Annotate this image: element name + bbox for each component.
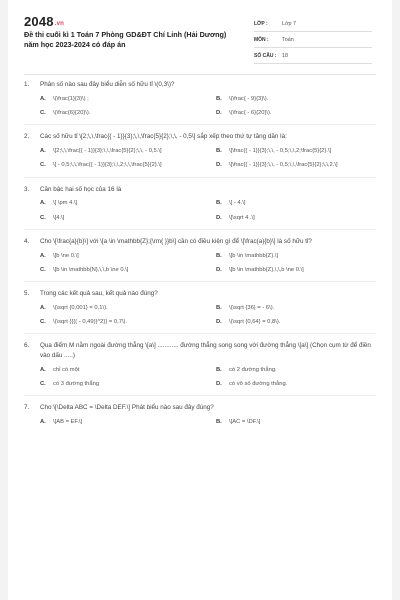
meta-label: LỚP : xyxy=(254,20,268,27)
option-letter: B. xyxy=(216,304,222,311)
option-letter: B. xyxy=(216,95,222,102)
question-header xyxy=(24,80,376,90)
option-text: \[\frac{{ - 1}}{3};\,\, - 0,5;\,\,2;\frac{5}{2}.\] xyxy=(229,148,332,155)
option-letter: B. xyxy=(216,419,222,426)
option-text: có 3 đường thẳng xyxy=(53,381,100,388)
option-letter: D. xyxy=(216,319,222,326)
option-text: \(\sqrt {{{( - 0,49)}^2}} = 0,7\). xyxy=(53,319,128,326)
question-divider xyxy=(24,177,376,178)
option-letter: D. xyxy=(216,162,222,169)
answer-options xyxy=(40,95,376,119)
option-text: \[ \pm 4.\] xyxy=(53,200,78,207)
answer-option[interactable] xyxy=(40,366,216,375)
answer-option[interactable] xyxy=(40,318,216,327)
answer-options xyxy=(40,199,376,223)
meta-row xyxy=(254,48,372,64)
question-text: Căn bậc hai số học của 16 là xyxy=(40,185,122,193)
question-text: Các số hữu tỉ \[2;\,\,\frac{{ - 1}}{3};\,\,\frac{5}{2};\,\, - 0,5\] sắp xếp theo thứ tự tăng dần là: xyxy=(40,133,287,141)
answer-option[interactable] xyxy=(216,380,376,389)
option-text: \(\sqrt {0,001} = 0,1\). xyxy=(53,304,108,311)
question-divider xyxy=(24,229,376,230)
question-number: 2. xyxy=(24,133,30,141)
option-letter: C. xyxy=(40,381,46,388)
option-letter: B. xyxy=(216,252,222,259)
option-letter: A. xyxy=(40,366,46,373)
option-text: chỉ có một xyxy=(53,366,80,373)
option-text: \(\sqrt {36} = - 6\). xyxy=(229,304,275,311)
question-text: Trong các kết quả sau, kết quả nào đúng? xyxy=(40,290,158,298)
option-text: \[\frac{{ - 1}}{3};\,\, - 0,5;\,\,\frac{5}{2};\,\,2.\] xyxy=(229,162,338,169)
question-number: 7. xyxy=(24,404,30,412)
answer-options xyxy=(40,147,376,171)
option-letter: A. xyxy=(40,148,46,155)
option-letter: C. xyxy=(40,319,46,326)
option-letter: D. xyxy=(216,381,222,388)
option-text: \(\sqrt {0,64} = 0,8\). xyxy=(229,319,281,326)
question-item xyxy=(24,341,376,389)
option-letter: D. xyxy=(216,110,222,117)
answer-option[interactable] xyxy=(216,418,376,427)
question-text: Cho \[\frac{a}{b}\] với \[a \in \mathbb{Z};{\rm{ }}b\] cần có điều kiện gì để \[\frac{a}{b}\] là số hữu tỉ? xyxy=(40,237,312,245)
question-list xyxy=(24,80,376,427)
question-header xyxy=(24,132,376,142)
question-header xyxy=(24,289,376,299)
answer-option[interactable] xyxy=(40,380,216,389)
answer-option[interactable] xyxy=(216,318,376,327)
answer-option[interactable] xyxy=(216,147,376,156)
option-letter: A. xyxy=(40,419,46,426)
option-text: \[4.\] xyxy=(53,214,65,221)
question-item xyxy=(24,237,376,275)
option-text: \[b \in \mathbb{Z},\,\,b \ne 0.\] xyxy=(229,266,304,273)
answer-option[interactable] xyxy=(40,266,216,275)
question-item xyxy=(24,289,376,327)
question-divider xyxy=(24,281,376,282)
question-divider xyxy=(24,124,376,125)
answer-option[interactable] xyxy=(216,161,376,170)
answer-option[interactable] xyxy=(40,95,216,104)
option-letter: C. xyxy=(40,162,46,169)
option-text: \(\frac{6}{20}\). xyxy=(53,110,91,117)
option-letter: D. xyxy=(216,266,222,273)
option-text: \[b \ne 0.\] xyxy=(53,252,79,259)
question-number: 6. xyxy=(24,342,30,350)
question-item xyxy=(24,403,376,427)
exam-title: Đề thi cuối kì 1 Toán 7 Phòng GD&ĐT Chí Linh (Hải Dương) năm học 2023-2024 có đáp án xyxy=(24,30,227,50)
option-letter: A. xyxy=(40,95,46,102)
option-letter: B. xyxy=(216,148,222,155)
question-number: 1. xyxy=(24,81,30,88)
question-text: Cho \[\Delta ABC = \Delta DEF.\] Phát biểu nào sau đây đúng? xyxy=(40,404,214,412)
answer-option[interactable] xyxy=(216,304,376,313)
header-divider xyxy=(24,74,376,75)
meta-value: Lớp 7 xyxy=(282,20,297,27)
question-item xyxy=(24,132,376,170)
option-text: \[\sqrt 4 .\] xyxy=(229,214,255,221)
option-text: \[AC = \DF.\] xyxy=(229,419,261,426)
question-number: 5. xyxy=(24,290,30,298)
answer-options xyxy=(40,366,376,390)
question-divider xyxy=(24,333,376,334)
question-item xyxy=(24,80,376,118)
answer-option[interactable] xyxy=(216,109,376,118)
option-letter: A. xyxy=(40,252,46,259)
option-text: \[b \in \mathbb{N},\,\,b \ne 0.\] xyxy=(53,266,129,273)
option-letter: B. xyxy=(216,200,222,207)
answer-option[interactable] xyxy=(216,199,376,208)
option-text: \[ - 0,5;\,\,\frac{{ - 1}}{3};\,\,2;\,\,\frac{5}{2}.\] xyxy=(53,162,162,169)
option-text: \[b \in \mathbb{Z}.\] xyxy=(229,252,278,259)
option-text: \(\frac{ - 6}{20}\). xyxy=(229,110,272,117)
answer-option[interactable] xyxy=(40,161,216,170)
option-text: \(\frac{ - 9}{3}\). xyxy=(229,95,269,102)
option-letter: B. xyxy=(216,366,222,373)
question-text: Phân số nào sau đây biểu diễn số hữu tỉ \(0,3\)? xyxy=(40,81,175,88)
question-header xyxy=(24,237,376,247)
answer-option[interactable] xyxy=(216,252,376,261)
option-text: \[ - 4.\] xyxy=(229,200,246,207)
option-letter: A. xyxy=(40,200,46,207)
answer-option[interactable] xyxy=(40,199,216,208)
option-letter: A. xyxy=(40,304,46,311)
answer-options xyxy=(40,418,376,427)
question-header xyxy=(24,341,376,361)
question-text: Qua điểm M nằm ngoài đường thẳng \[a\] ............ đường thẳng song song với đường thẳng \[a\] (Chọn cụm từ để điền vào dấu .....) xyxy=(40,342,371,360)
question-header xyxy=(24,185,376,195)
option-text: \(\frac{1}{3}\) ; xyxy=(53,95,89,102)
answer-option[interactable] xyxy=(40,214,216,223)
answer-option[interactable] xyxy=(216,366,376,375)
exam-meta xyxy=(254,16,372,64)
answer-option[interactable] xyxy=(216,214,376,223)
option-letter: C. xyxy=(40,214,46,221)
answer-options xyxy=(40,252,376,276)
question-header xyxy=(24,403,376,413)
exam-header xyxy=(8,0,392,72)
answer-option[interactable] xyxy=(216,266,376,275)
meta-value: Toán xyxy=(282,36,294,43)
option-letter: C. xyxy=(40,266,46,273)
meta-row xyxy=(254,16,372,32)
meta-row xyxy=(254,32,372,48)
answer-options xyxy=(40,304,376,328)
question-number: 3. xyxy=(24,185,30,193)
question-divider xyxy=(24,395,376,396)
answer-option[interactable] xyxy=(40,252,216,261)
option-text: có 2 đường thẳng. xyxy=(229,366,277,373)
question-number: 4. xyxy=(24,237,30,245)
answer-option[interactable] xyxy=(40,109,216,118)
option-letter: D. xyxy=(216,214,222,221)
meta-value: 18 xyxy=(282,52,288,59)
meta-label: MÔN : xyxy=(254,36,269,43)
answer-option[interactable] xyxy=(40,147,216,156)
question-item xyxy=(24,185,376,223)
option-text: có vô số đường thẳng. xyxy=(229,381,288,388)
option-letter: C. xyxy=(40,110,46,117)
meta-label: SỐ CÂU : xyxy=(254,52,277,59)
answer-option[interactable] xyxy=(40,304,216,313)
option-text: \[2;\,\,\frac{{ - 1}}{3};\,\,\frac{5}{2};\,\, - 0,5.\] xyxy=(53,148,162,155)
answer-option[interactable] xyxy=(216,95,376,104)
site-logo[interactable]: 2048.vn xyxy=(24,14,65,29)
answer-option[interactable] xyxy=(40,418,216,427)
option-text: \[AB = EF.\] xyxy=(53,419,83,426)
exam-page xyxy=(8,0,392,600)
